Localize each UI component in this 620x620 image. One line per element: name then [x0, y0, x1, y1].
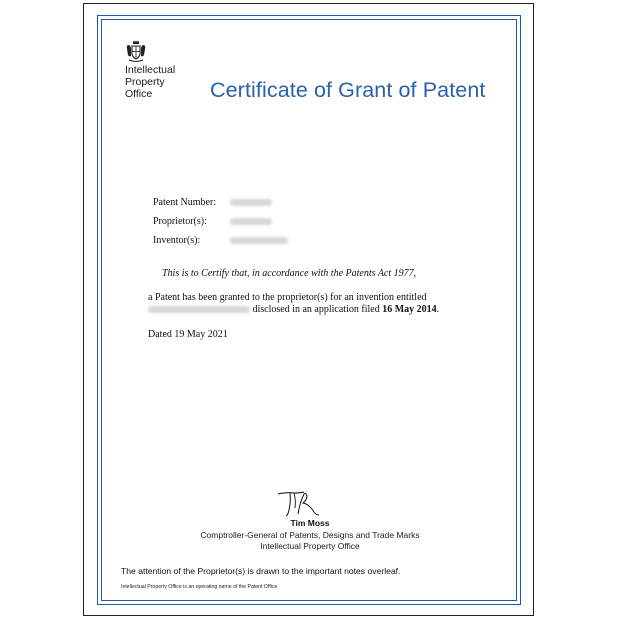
- issuer-name-line1: Intellectual: [125, 64, 176, 76]
- disclosed-text: disclosed in an application filed: [252, 304, 380, 315]
- proprietor-row: [153, 216, 272, 227]
- inventor-row: [153, 235, 288, 246]
- invention-title-redacted: [148, 306, 250, 313]
- invention-line: [148, 304, 439, 315]
- attention-note: The attention of the Proprietor(s) is drawn to the important notes overleaf.: [121, 566, 401, 576]
- filed-suffix: .: [436, 304, 440, 315]
- issuer-name-line2: Property: [125, 76, 165, 88]
- filed-date: 16 May 2014: [382, 304, 437, 315]
- signatory-name: Tim Moss: [290, 518, 330, 528]
- certify-statement: This is to Certify that, in accordance with the Patents Act 1977,: [162, 268, 417, 279]
- dated-line: Dated 19 May 2021: [148, 329, 228, 340]
- footnote: Intellectual Property Office is an operating name of the Patent Office: [121, 584, 278, 590]
- inventor-redacted: [230, 237, 288, 244]
- royal-coat-of-arms-icon: [124, 40, 148, 64]
- proprietor-redacted: [230, 218, 272, 225]
- issuer-name: [125, 64, 205, 100]
- patent-number-row: [153, 197, 272, 208]
- issuer-name-line3: Office: [125, 88, 153, 100]
- proprietor-label: Proprietor(s):: [153, 216, 207, 227]
- certificate-title: Certificate of Grant of Patent: [210, 78, 486, 102]
- patent-number-label: Patent Number:: [153, 197, 217, 208]
- inventor-label: Inventor(s):: [153, 235, 201, 246]
- grant-statement: a Patent has been granted to the proprietor(s) for an invention entitled: [148, 292, 427, 303]
- patent-number-redacted: [230, 199, 272, 206]
- signatory-office: Intellectual Property Office: [260, 541, 360, 551]
- signatory-title: Comptroller-General of Patents, Designs and Trade Marks: [200, 530, 420, 540]
- handwritten-signature: [274, 488, 322, 518]
